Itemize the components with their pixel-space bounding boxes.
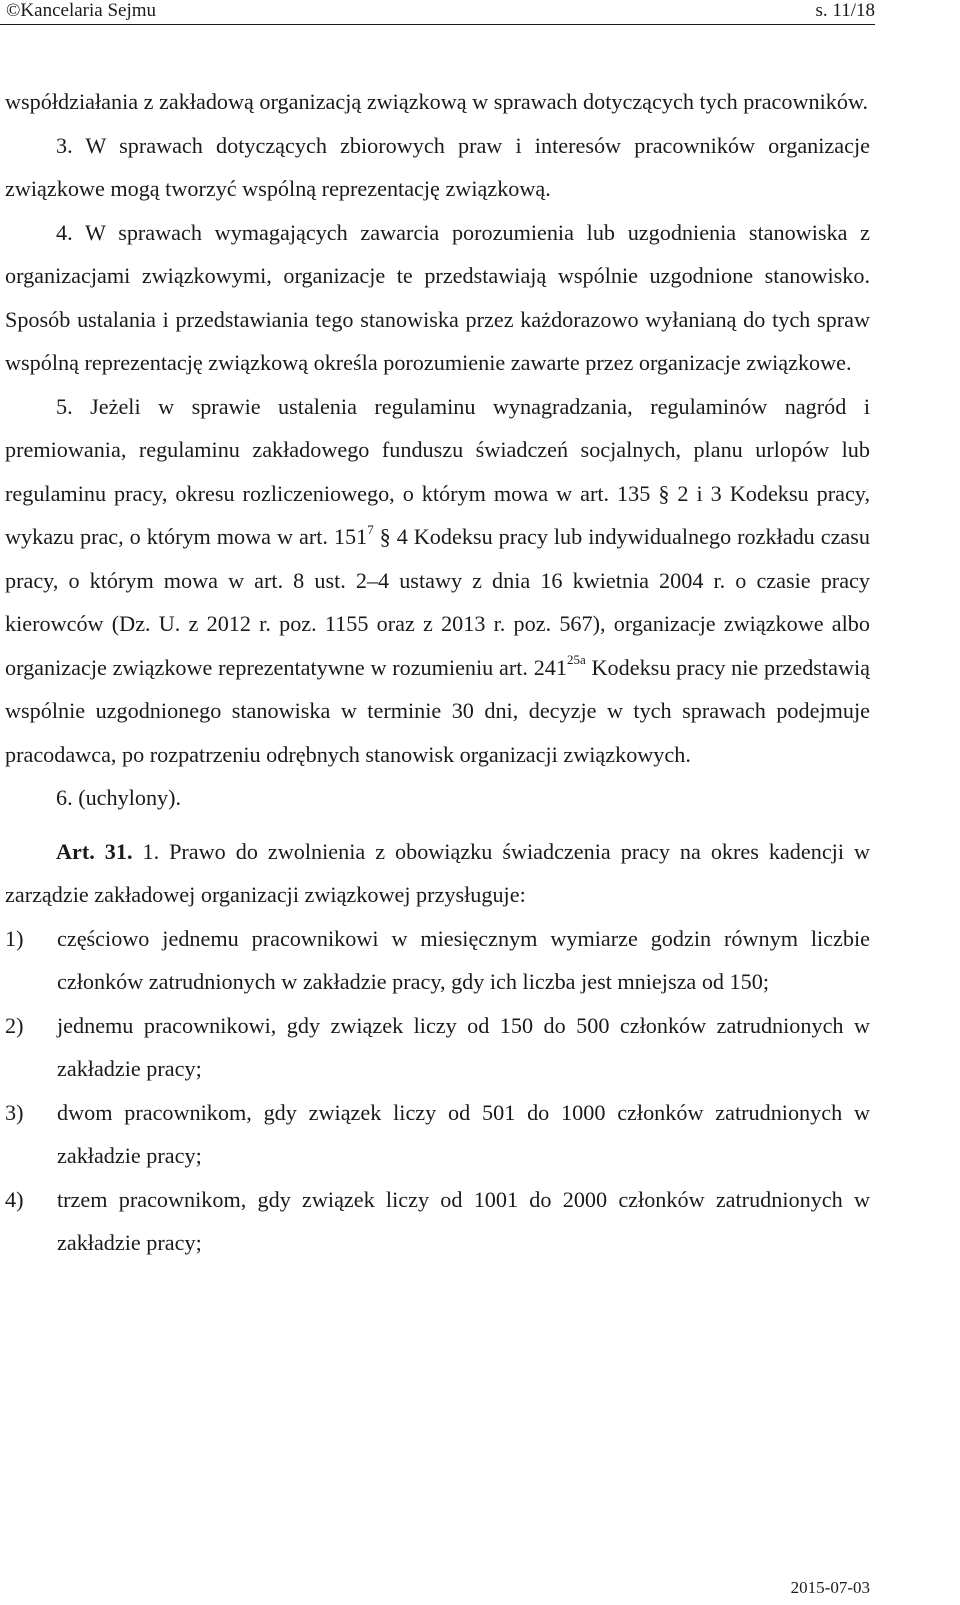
paragraph-5-part-c: Kodeksu pracy nie przedstawią wspólnie uzgodnionego stanowiska w terminie 30 dni, decyzje w tych sprawach podejmuje pracodawca, po rozpatrzeniu odrębnych stanowisk organizacji związkowych. <box>5 654 870 767</box>
paragraph-3: 3. W sprawach dotyczących zbiorowych praw i interesów pracowników organizacje związkowe mogą tworzyć wspólną reprezentację związkową. <box>5 132 870 201</box>
list-item-text: jednemu pracownikowi, gdy związek liczy od 150 do 500 członków zatrudnionych w zakładzie pracy; <box>57 1012 870 1081</box>
superscript-25a: 25a <box>567 652 586 668</box>
publisher-label: ©Kancelaria Sejmu <box>6 0 157 21</box>
list-item-number: 3) <box>5 1099 24 1125</box>
list-item-text: dwom pracownikom, gdy związek liczy od 501 do 1000 członków zatrudnionych w zakładzie pracy; <box>57 1099 870 1168</box>
points-list <box>5 917 870 1265</box>
page-number: s. 11/18 <box>815 0 875 21</box>
paragraph-5-part-a: 5. Jeżeli w sprawie ustalenia regulaminu wynagradzania, regulaminów nagród i premiowania, regulaminu zakładowego funduszu świadczeń socjalnych, planu urlopów lub regulaminu pracy, okresu rozliczeniowego, o którym mowa w art. 135 § 2 i 3 Kodeksu pracy, wykazu prac, o którym mowa w art. 151 <box>5 393 870 549</box>
list-item-number: 4) <box>5 1186 24 1212</box>
article-31 <box>5 830 870 917</box>
article-text: 1. Prawo do zwolnienia z obowiązku świadczenia pracy na okres kadencji w zarządzie zakładowej organizacji związkowej przysługuje: <box>5 838 870 907</box>
document-body <box>5 80 870 1265</box>
paragraph-4: 4. W sprawach wymagających zawarcia porozumienia lub uzgodnienia stanowiska z organizacjami związkowymi, organizacje te przedstawiają wspólnie uzgodnione stanowisko. Sposób ustalania i przedstawiania tego stanowiska przez każdorazowo wyłanianą do tych spraw wspólną reprezentację związkową określa porozumienie zawarte przez organizacje związkowe. <box>5 219 870 375</box>
list-item <box>5 1091 870 1178</box>
list-item <box>5 1004 870 1091</box>
paragraph-continuation: współdziałania z zakładową organizacją związkową w sprawach dotyczących tych pracowników. <box>5 89 869 114</box>
paragraph-6: 6. (uchylony). <box>56 785 182 810</box>
list-item <box>5 1178 870 1265</box>
paragraph-5-part-b: § 4 Kodeksu pracy lub indywidualnego rozkładu czasu pracy, o którym mowa w art. 8 ust. 2–4 ustawy z dnia 16 kwietnia 2004 r. o czasie pracy kierowców (Dz. U. z 2012 r. poz. 1155 oraz z 2013 r. poz. 567), organizacje związkowe albo organizacje związkowe reprezentatywne w rozumieniu art. 241 <box>5 524 870 680</box>
list-item-text: trzem pracownikom, gdy związek liczy od 1001 do 2000 członków zatrudnionych w zakładzie pracy; <box>57 1186 870 1255</box>
list-item <box>5 917 870 1004</box>
paragraph-5 <box>5 385 870 777</box>
superscript-7: 7 <box>367 521 374 537</box>
list-item-number: 2) <box>5 1012 24 1038</box>
footer-date: 2015-07-03 <box>790 1578 870 1597</box>
article-label: Art. 31. <box>56 838 133 864</box>
page-header <box>0 0 875 25</box>
list-item-text: częściowo jednemu pracownikowi w miesięcznym wymiarze godzin równym liczbie członków zatrudnionych w zakładzie pracy, gdy ich liczba jest mniejsza od 150; <box>57 925 870 994</box>
list-item-number: 1) <box>5 925 24 951</box>
